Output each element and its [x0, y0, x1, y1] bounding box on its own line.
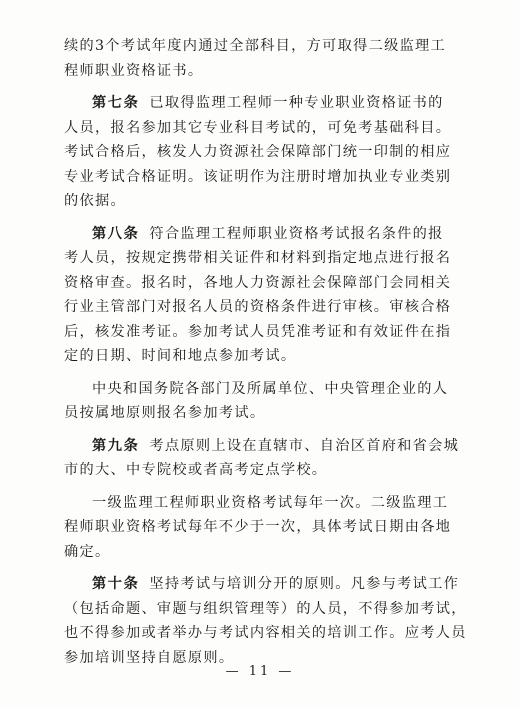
article-7-heading: 第七条: [92, 95, 140, 111]
text-line: 参加培训坚持自愿原则。: [64, 649, 235, 666]
text-line: 符合监理工程师职业资格考试报名条件的报: [149, 225, 444, 242]
text-line: 考试合格后，核发人力资源社会保障部门统一印制的相应: [64, 144, 452, 160]
article-10: [64, 572, 474, 670]
text-line: 专业考试合格证明。该证明作为注册时增加执业专业类别: [64, 168, 452, 185]
paragraph-continuation: [64, 34, 474, 83]
text-line: 也不得参加或者举办与考试内容相关的培训工作。应考人员: [64, 625, 467, 641]
article-9: [64, 434, 474, 483]
text-line: 程师职业资格考试每年不少于一次，具体考试日期由各地: [64, 519, 452, 535]
text-line: 一级监理工程师职业资格考试每年一次。二级监理工: [92, 494, 449, 511]
text-line: 资格审查。报名时，各地人力资源社会保障部门会同相关: [64, 274, 452, 291]
text-line: 的依据。: [64, 193, 126, 209]
text-line: 行业主管部门对报名人员的资格条件进行审核。审核合格: [64, 299, 452, 315]
text-line: 定的日期、时间和地点参加考试。: [64, 348, 297, 364]
text-line: 已取得监理工程师一种专业职业资格证书的: [149, 95, 444, 111]
text-line: 续的3个考试年度内通过全部科目，方可取得二级监理工: [64, 38, 447, 54]
article-7: [64, 91, 474, 214]
text-line: 市的大、中专院校或者高考定点学校。: [64, 462, 328, 478]
article-9-heading: 第九条: [92, 437, 140, 454]
text-line: 考人员，按规定携带相关证件和材料到指定地点进行报名: [64, 250, 452, 266]
text-line: （包括命题、审题与组织管理等）的人员，不得参加考试，: [64, 600, 467, 617]
text-line: 程师职业资格证书。: [64, 62, 204, 79]
text-line: 员按属地原则报名参加考试。: [64, 405, 266, 421]
document-body: [64, 34, 474, 670]
text-line: 坚持考试与培训分开的原则。凡参与考试工作: [149, 576, 460, 592]
paragraph-exam-frequency: [64, 491, 474, 565]
paragraph-central-units: [64, 377, 474, 426]
text-line: 中央和国务院各部门及所属单位、中央管理企业的人: [92, 380, 449, 397]
text-line: 考点原则上设在直辖市、自治区首府和省会城: [149, 437, 460, 454]
article-10-heading: 第十条: [92, 576, 140, 592]
article-8: [64, 222, 474, 369]
text-line: 确定。: [64, 543, 111, 560]
article-8-heading: 第八条: [92, 225, 140, 242]
text-line: 后，核发准考证。参加考试人员凭准考证和有效证件在指: [64, 323, 452, 340]
page-number: — 11 —: [225, 664, 295, 679]
text-line: 人员，报名参加其它专业科目考试的，可免考基础科目。: [64, 119, 452, 136]
